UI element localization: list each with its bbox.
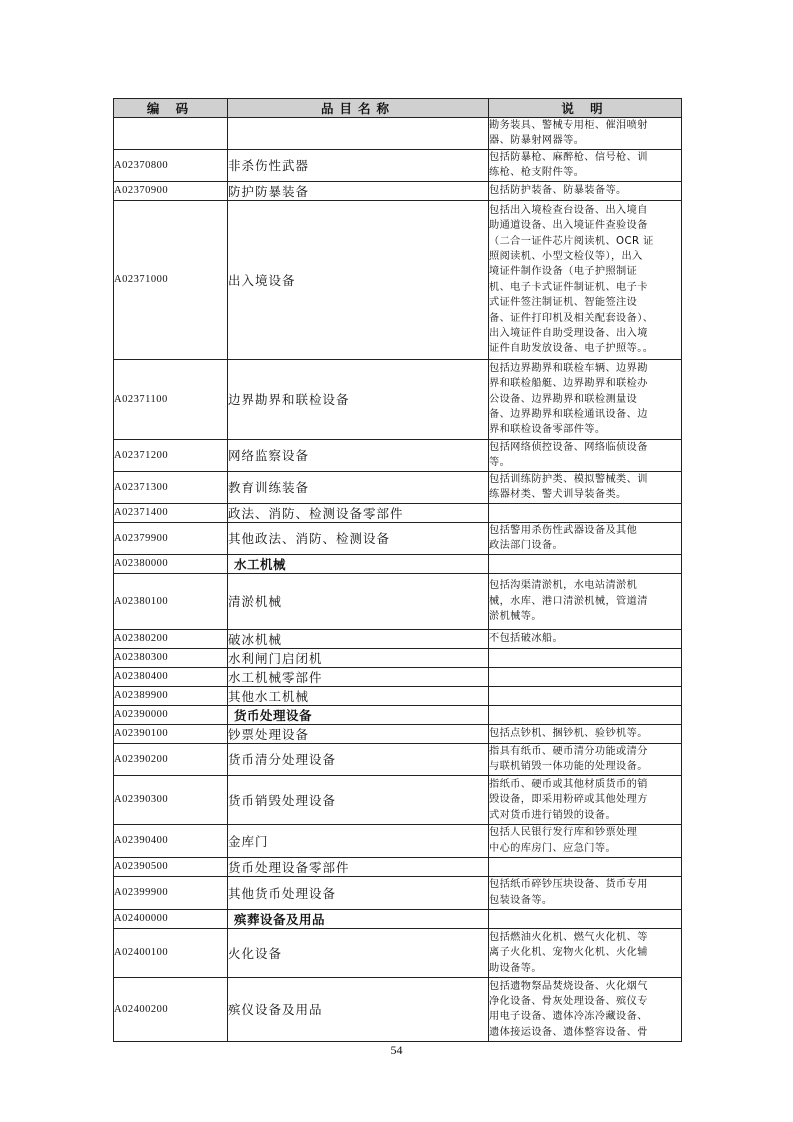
item-code: A02380200 <box>114 629 228 648</box>
item-code: A02371200 <box>114 439 228 471</box>
table-row <box>114 471 682 503</box>
table-header-row <box>114 99 682 118</box>
table-body <box>114 118 682 1042</box>
table-row <box>114 181 682 200</box>
item-name: 货币销毁处理设备 <box>228 775 489 824</box>
catalog-table <box>113 98 682 1042</box>
item-code: A02380300 <box>114 648 228 667</box>
item-code: A02390500 <box>114 857 228 876</box>
page-number: 54 <box>390 1043 403 1057</box>
table-row <box>114 743 682 775</box>
header-desc: 说 明 <box>489 99 682 118</box>
table-row <box>114 359 682 439</box>
category-row <box>114 909 682 928</box>
table-row <box>114 876 682 909</box>
item-description: 包括燃油火化机、燃气火化机、等 离子火化机、宠物火化机、火化辅 助设备等。 <box>489 928 682 977</box>
header-name: 品目名称 <box>228 99 489 118</box>
item-description: 包括防暴枪、麻醉枪、信号枪、训 练枪、枪支附件等。 <box>489 149 682 181</box>
item-code: A02371000 <box>114 200 228 359</box>
table-row <box>114 439 682 471</box>
category-row <box>114 705 682 724</box>
item-code: A02371100 <box>114 359 228 439</box>
table-row <box>114 200 682 359</box>
table-row <box>114 824 682 857</box>
item-name: 殡仪设备及用品 <box>228 977 489 1041</box>
item-description <box>489 503 682 522</box>
item-code <box>114 118 228 150</box>
item-name: 破冰机械 <box>228 629 489 648</box>
item-code: A02370900 <box>114 181 228 200</box>
item-description: 指具有纸币、硬币清分功能或清分 与联机销毁一体功能的处理设备。 <box>489 743 682 775</box>
item-description: 包括纸币碎钞压块设备、货币专用 包装设备等。 <box>489 876 682 909</box>
item-name: 其他水工机械 <box>228 686 489 705</box>
item-code: A02389900 <box>114 686 228 705</box>
item-description: 包括防护装备、防暴装备等。 <box>489 181 682 200</box>
item-description: 不包括破冰船。 <box>489 629 682 648</box>
item-description: 包括边界勘界和联检车辆、边界勘 界和联检船艇、边界勘界和联检办 公设备、边界勘界和联检测量设 备、边界勘界和联检通讯设备、边 界和联检设备零部件等。 <box>489 359 682 439</box>
item-code: A02380100 <box>114 573 228 629</box>
item-name: 政法、消防、检测设备零部件 <box>228 503 489 522</box>
table-row <box>114 928 682 977</box>
item-description <box>489 667 682 686</box>
table-row <box>114 118 682 150</box>
item-code: A02399900 <box>114 876 228 909</box>
item-name: 防护防暴装备 <box>228 181 489 200</box>
item-name: 网络监察设备 <box>228 439 489 471</box>
item-description <box>489 857 682 876</box>
item-name: 货币处理设备零部件 <box>228 857 489 876</box>
item-description <box>489 705 682 724</box>
category-name: 水工机械 <box>228 554 489 573</box>
item-name: 清淤机械 <box>228 573 489 629</box>
item-description <box>489 909 682 928</box>
table-row <box>114 667 682 686</box>
item-name: 非杀伤性武器 <box>228 149 489 181</box>
category-row <box>114 554 682 573</box>
item-code: A02390300 <box>114 775 228 824</box>
item-code: A02379900 <box>114 522 228 554</box>
table-row <box>114 857 682 876</box>
table-row <box>114 629 682 648</box>
item-description: 包括出入境检查台设备、出入境自 助通道设备、出入境证件查验设备 （二合一证件芯片阅读机、OCR 证 照阅读机、小型文检仪等），出入 境证件制作设备（电子护照制证 机、电子卡式证件制证机、电子卡 式证件签注制证机、智能签注设 备、证件打印机及相关配套设备）、 出入境证件自助受理设备、出入境 证件自助发放设备、电子护照等。。 <box>489 200 682 359</box>
item-name: 边界勘界和联检设备 <box>228 359 489 439</box>
table-row <box>114 522 682 554</box>
item-name: 火化设备 <box>228 928 489 977</box>
item-name: 其他政法、消防、检测设备 <box>228 522 489 554</box>
item-code: A02390200 <box>114 743 228 775</box>
item-name: 水工机械零部件 <box>228 667 489 686</box>
item-description: 包括网络侦控设备、网络临侦设备 等。 <box>489 439 682 471</box>
table-row <box>114 724 682 743</box>
item-code: A02400200 <box>114 977 228 1041</box>
item-code: A02371300 <box>114 471 228 503</box>
item-name: 水利闸门启闭机 <box>228 648 489 667</box>
item-code: A02371400 <box>114 503 228 522</box>
category-name: 货币处理设备 <box>228 705 489 724</box>
item-code: A02390400 <box>114 824 228 857</box>
item-description: 包括训练防护类、模拟警械类、训 练器材类、警犬训导装备类。 <box>489 471 682 503</box>
item-name: 钞票处理设备 <box>228 724 489 743</box>
table-row <box>114 648 682 667</box>
table-row <box>114 686 682 705</box>
item-description: 勘务装具、警械专用柜、催泪喷射 器、防暴射网器等。 <box>489 118 682 150</box>
table-row <box>114 977 682 1041</box>
item-description: 包括沟渠清淤机，水电站清淤机 械，水库、港口清淤机械，管道清 淤机械等。 <box>489 573 682 629</box>
item-code: A02390100 <box>114 724 228 743</box>
item-description: 包括点钞机、捆钞机、验钞机等。 <box>489 724 682 743</box>
item-description: 包括遗物祭品焚烧设备、火化烟气 净化设备、骨灰处理设备、殡仪专 用电子设备、遗体冷冻冷藏设备、 遗体接运设备、遗体整容设备、骨 <box>489 977 682 1041</box>
item-code: A02400000 <box>114 909 228 928</box>
item-name: 其他货币处理设备 <box>228 876 489 909</box>
item-name: 出入境设备 <box>228 200 489 359</box>
item-name: 金库门 <box>228 824 489 857</box>
table-row <box>114 775 682 824</box>
item-description <box>489 686 682 705</box>
item-description: 包括警用杀伤性武器设备及其他 政法部门设备。 <box>489 522 682 554</box>
header-code: 编 码 <box>114 99 228 118</box>
item-code: A02380400 <box>114 667 228 686</box>
item-name <box>228 118 489 150</box>
item-description: 包括人民银行发行库和钞票处理 中心的库房门、应急门等。 <box>489 824 682 857</box>
item-code: A02400100 <box>114 928 228 977</box>
table-row <box>114 503 682 522</box>
item-code: A02390000 <box>114 705 228 724</box>
table-row <box>114 573 682 629</box>
item-code: A02370800 <box>114 149 228 181</box>
item-description <box>489 648 682 667</box>
category-name: 殡葬设备及用品 <box>228 909 489 928</box>
item-description <box>489 554 682 573</box>
item-name: 货币清分处理设备 <box>228 743 489 775</box>
item-name: 教育训练装备 <box>228 471 489 503</box>
item-description: 指纸币、硬币或其他材质货币的销 毁设备，即采用粉碎或其他处理方 式对货币进行销毁的设备。 <box>489 775 682 824</box>
item-code: A02380000 <box>114 554 228 573</box>
table-row <box>114 149 682 181</box>
